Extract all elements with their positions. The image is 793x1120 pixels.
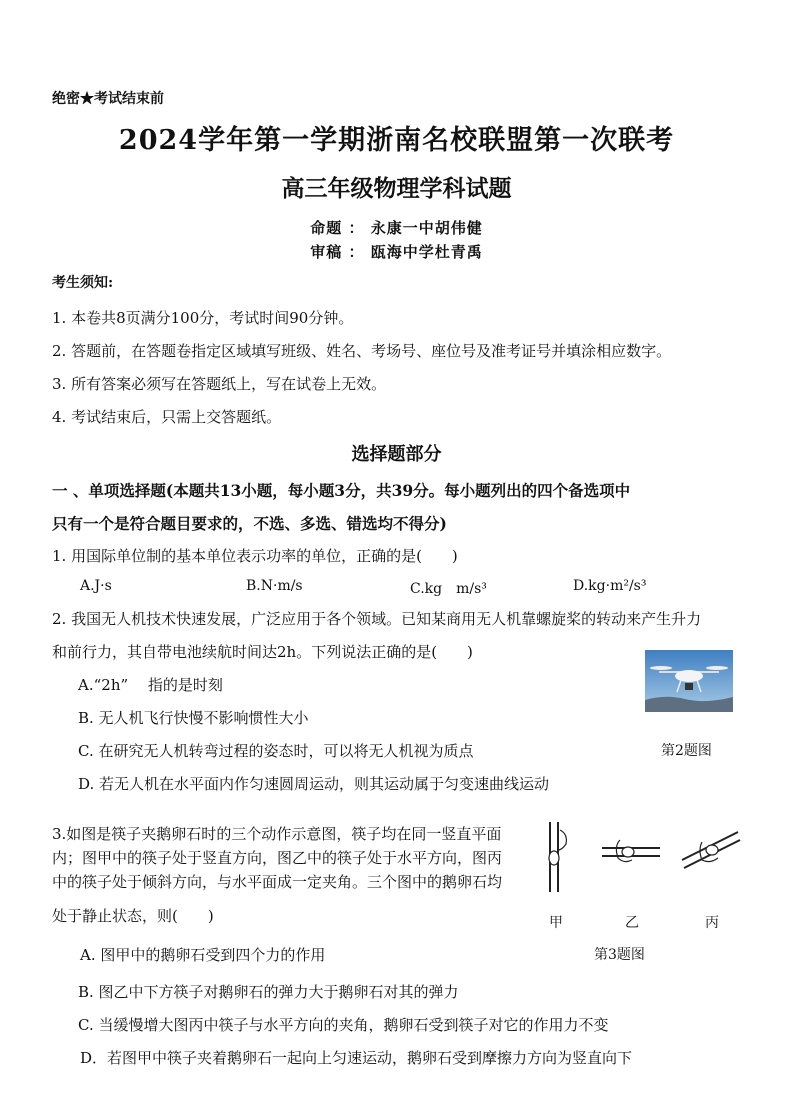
notice-item: 4. 考试结束后，只需上交答题纸。 bbox=[52, 408, 282, 426]
section-intro-line: 一 、单项选择题(本题共13小题，每小题3分，共39分。每小题列出的四个备选项中 bbox=[52, 481, 631, 500]
q1-option-d: D.kg·m²/s³ bbox=[573, 578, 647, 594]
exam-title: 2024学年第一学期浙南名校联盟第一次联考 bbox=[118, 125, 675, 156]
notice-heading: 考生须知: bbox=[52, 275, 114, 291]
section-intro-line: 只有一个是符合题目要求的，不选、多选、错选均不得分) bbox=[52, 514, 447, 533]
notice-item: 3. 所有答案必须写在答题纸上，写在试卷上无效。 bbox=[52, 375, 387, 393]
chopsticks-figure bbox=[542, 820, 742, 895]
chopsticks-horizontal-icon bbox=[602, 840, 660, 862]
notice-item: 1. 本卷共8页满分100分，考试时间90分钟。 bbox=[52, 309, 354, 327]
q2-figure-caption: 第2题图 bbox=[661, 743, 712, 759]
confidential-label: 绝密★考试结束前 bbox=[52, 91, 164, 107]
q1-option-a: A.J·s bbox=[80, 578, 112, 594]
section-title: 选择题部分 bbox=[351, 444, 442, 465]
q2-option-a: A.“2h” 指的是时刻 bbox=[78, 676, 223, 694]
q3-figure-caption: 第3题图 bbox=[594, 947, 645, 963]
q2-stem-line: 和前行力，其自带电池续航时间达2h。下列说法正确的是( ) bbox=[52, 643, 473, 661]
q1-option-b: B.N·m/s bbox=[246, 578, 303, 594]
q1-option-c: C.kg m/s³ bbox=[410, 581, 487, 597]
q3-option-d: D．若图甲中筷子夹着鹅卵石一起向上匀速运动，鹅卵石受到摩擦力方向为竖直向下 bbox=[80, 1049, 633, 1067]
reviewer-line: 审稿 ： 瓯海中学杜青禹 bbox=[310, 243, 483, 261]
q3-stem-line: 内；图甲中的筷子处于竖直方向，图乙中的筷子处于水平方向，图丙 bbox=[52, 849, 503, 867]
q3-option-b: B. 图乙中下方筷子对鹅卵石的弹力大于鹅卵石对其的弹力 bbox=[78, 983, 459, 1001]
q3-stem-line: 3.如图是筷子夹鹅卵石时的三个动作示意图，筷子均在同一竖直平面 bbox=[52, 825, 502, 843]
q3-figure-label: 丙 bbox=[705, 915, 719, 931]
q3-figure-label: 乙 bbox=[625, 915, 639, 931]
q3-stem-line: 中的筷子处于倾斜方向，与水平面成一定夹角。三个图中的鹅卵石均 bbox=[52, 873, 503, 891]
q3-figure-label: 甲 bbox=[549, 915, 563, 931]
q1-stem: 1. 用国际单位制的基本单位表示功率的单位，正确的是( ) bbox=[52, 547, 458, 565]
q2-option-b: B. 无人机飞行快慢不影响惯性大小 bbox=[78, 709, 309, 727]
q2-option-d: D. 若无人机在水平面内作匀速圆周运动，则其运动属于匀变速曲线运动 bbox=[78, 775, 550, 793]
author-line: 命题 ： 永康一中胡伟健 bbox=[310, 219, 483, 237]
chopsticks-inclined-icon bbox=[682, 832, 740, 868]
q3-stem-line: 处于静止状态，则( ) bbox=[52, 907, 214, 925]
q3-option-c: C. 当缓慢增大图丙中筷子与水平方向的夹角，鹅卵石受到筷子对它的作用力不变 bbox=[78, 1016, 609, 1034]
chopsticks-vertical-icon bbox=[549, 822, 566, 892]
drone-photo bbox=[645, 650, 733, 712]
q2-stem-line: 2. 我国无人机技术快速发展，广泛应用于各个领域。已知某商用无人机靠螺旋桨的转动来产生升力 bbox=[52, 610, 702, 628]
exam-subtitle: 高三年级物理学科试题 bbox=[281, 175, 512, 202]
q3-option-a: A. 图甲中的鹅卵石受到四个力的作用 bbox=[80, 946, 326, 964]
notice-item: 2. 答题前，在答题卷指定区域填写班级、姓名、考场号、座位号及准考证号并填涂相应数字。 bbox=[52, 342, 672, 360]
q2-option-c: C. 在研究无人机转弯过程的姿态时，可以将无人机视为质点 bbox=[78, 742, 474, 760]
